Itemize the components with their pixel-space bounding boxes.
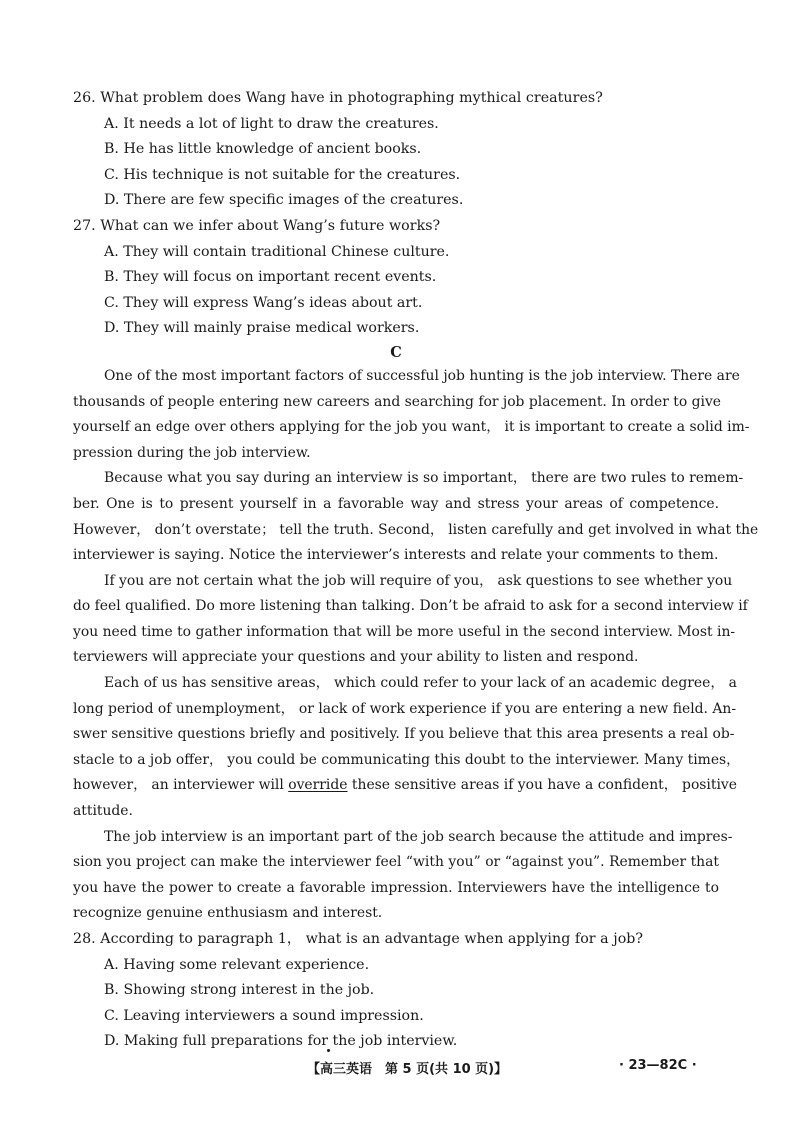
question-26-option-b: B. He has little knowledge of ancient books. [104, 141, 422, 158]
paragraph-4-line: swer sensitive questions briefly and positively. If you believe that this area presents a real ob- [73, 726, 735, 743]
question-26-option-c: C. His technique is not suitable for the creatures. [104, 166, 461, 183]
paragraph-1-line: One of the most important factors of successful job hunting is the job interview. There are [104, 367, 740, 384]
question-27 [73, 214, 719, 342]
paragraph-3-line: terviewers will appreciate your questions and your ability to listen and respond. [73, 649, 639, 666]
question-28 [73, 927, 719, 1055]
question-28-option-d: D. Making full preparations for the job interview. [104, 1033, 458, 1050]
footer-page-info: 【高三英语 第 5 页(共 10 页)】 [307, 1062, 508, 1077]
question-27-option-b: B. They will focus on important recent events. [104, 269, 437, 286]
paragraph-4-line: Each of us has sensitive areas， which could refer to your lack of an academic degree， a [104, 675, 737, 692]
question-27-stem: 27. What can we infer about Wang’s future works? [73, 217, 441, 234]
paragraph-5-line: The job interview is an important part of the job search because the attitude and impres- [104, 828, 733, 845]
paragraph-1-line: yourself an edge over others applying for the job you want， it is important to create a solid im- [73, 419, 750, 436]
question-28-option-a: A. Having some relevant experience. [104, 956, 370, 973]
paragraph-3 [73, 569, 748, 671]
question-28-stem: 28. According to paragraph 1， what is an advantage when applying for a job? [73, 931, 644, 947]
paragraph-1-line: pression during the job interview. [73, 444, 311, 461]
paragraph-5-line: sion you project can make the interviewer feel “with you” or “against you”. Remember that [73, 854, 719, 871]
paragraph-2-line: interviewer is saying. Notice the interviewer’s interests and relate your comments to them. [73, 547, 719, 564]
question-28-option-b: B. Showing strong interest in the job. [104, 982, 375, 999]
paragraph-5-line: recognize genuine enthusiasm and interest. [73, 905, 383, 922]
question-26-stem: 26. What problem does Wang have in photographing mythical creatures? [73, 90, 603, 106]
section-heading: C [390, 343, 402, 361]
paragraph-1 [73, 364, 750, 466]
paragraph-1-line: thousands of people entering new careers and searching for job placement. In order to give [73, 393, 722, 410]
question-27-option-c: C. They will express Wang’s ideas about art. [104, 294, 423, 311]
paragraph-2-line: ber. One is to present yourself in a favorable way and stress your areas of competence. [73, 495, 719, 512]
paragraph-3-line: If you are not certain what the job will require of you， ask questions to see whether you [104, 572, 733, 589]
question-26-option-a: A. It needs a lot of light to draw the creatures. [104, 115, 439, 132]
question-26 [73, 86, 719, 214]
exam-page [73, 86, 759, 1055]
paragraph-4-line [73, 773, 737, 799]
paragraph-2 [73, 466, 759, 568]
text-segment: these sensitive areas if you have a confident， positive [347, 777, 737, 794]
question-27-option-d: D. They will mainly praise medical workers. [104, 320, 420, 337]
paragraph-5 [73, 825, 733, 927]
question-28-option-c: C. Leaving interviewers a sound impression. [104, 1007, 424, 1024]
underlined-word-override: override [288, 777, 348, 794]
paragraph-2-line: Because what you say during an interview is so important， there are two rules to remem- [104, 470, 744, 487]
paragraph-3-line: do feel qualified. Do more listening than talking. Don’t be afraid to ask for a second interview if [73, 598, 748, 615]
question-26-option-d: D. There are few specific images of the creatures. [104, 192, 464, 209]
page-dot-mark [327, 1049, 330, 1052]
question-27-option-a: A. They will contain traditional Chinese culture. [104, 243, 450, 260]
footer-code: · 23—82C · [619, 1058, 697, 1073]
paragraph-4-line: stacle to a job offer， you could be communicating this doubt to the interviewer. Many times， [73, 751, 741, 768]
paragraph-4-line: attitude. [73, 803, 133, 820]
paragraph-4 [73, 671, 741, 825]
paragraph-3-line: you need time to gather information that will be more useful in the second interview. Most in- [73, 623, 736, 640]
text-segment: however， an interviewer will [73, 777, 289, 794]
paragraph-4-line: long period of unemployment， or lack of work experience if you are entering a new field. An- [73, 700, 737, 717]
passage [73, 364, 759, 927]
page-footer [0, 1058, 800, 1082]
paragraph-5-line: you have the power to create a favorable impression. Interviewers have the intelligence to [73, 879, 719, 896]
paragraph-2-line: However， don’t overstate； tell the truth. Second， listen carefully and get involved in what the [73, 521, 759, 538]
